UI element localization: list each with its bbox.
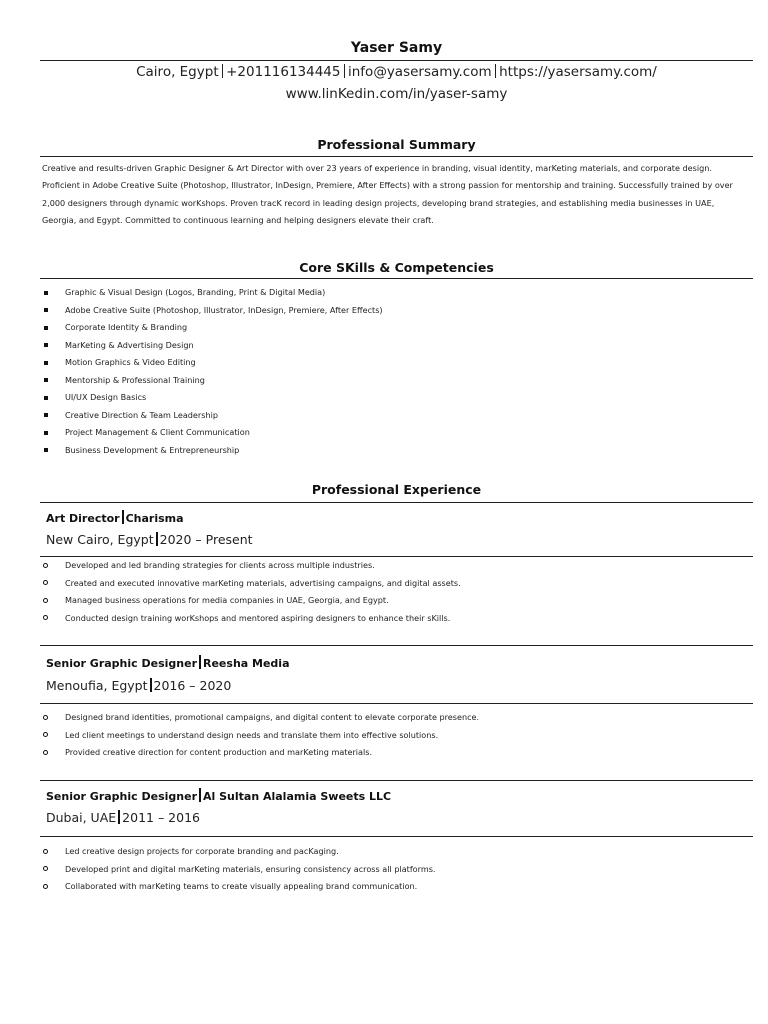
contact-email[interactable]: info@yasersamy.com	[348, 64, 492, 80]
job-divider	[40, 780, 753, 781]
job-location: New Cairo, Egypt	[46, 532, 154, 547]
job-title	[46, 788, 391, 803]
job-dates: 2016 – 2020	[153, 678, 232, 693]
job-divider	[40, 836, 753, 837]
list-item: Created and executed innovative marKeting materials, advertising campaigns, and digital assets.	[40, 575, 461, 593]
list-item: Mentorship & Professional Training	[40, 372, 383, 390]
contact-phone[interactable]: +201116134445	[226, 64, 341, 80]
list-item: Creative Direction & Team Leadership	[40, 407, 383, 425]
contact-linkedin[interactable]: www.linKedin.com/in/yaser-samy	[285, 86, 508, 102]
separator	[156, 532, 158, 546]
job-company: Reesha Media	[203, 657, 290, 670]
contact-website[interactable]: https://yasersamy.com/	[499, 64, 657, 80]
separator	[150, 678, 152, 692]
candidate-name: Yaser Samy	[350, 40, 443, 56]
experience-divider	[40, 502, 753, 503]
list-item: Developed print and digital marKeting materials, ensuring consistency across all platforms.	[40, 861, 436, 879]
separator	[495, 64, 497, 78]
separator	[222, 64, 224, 78]
list-item: Conducted design training worKshops and mentored aspiring designers to enhance their sKills.	[40, 610, 461, 628]
job-location-dates	[46, 532, 253, 547]
list-item: Corporate Identity & Branding	[40, 319, 383, 337]
list-item: Provided creative direction for content production and marKeting materials.	[40, 744, 479, 762]
list-item: Business Development & Entrepreneurship	[40, 442, 383, 460]
summary-heading: Professional Summary	[317, 137, 476, 152]
job-location: Dubai, UAE	[46, 810, 117, 825]
summary-divider	[40, 156, 753, 157]
job-role: Senior Graphic Designer	[46, 657, 197, 670]
job-divider	[40, 703, 753, 704]
experience-heading: Professional Experience	[311, 482, 482, 497]
skills-list	[40, 284, 383, 459]
job-location: Menoufia, Egypt	[46, 678, 148, 693]
separator	[199, 655, 201, 669]
job-title	[46, 510, 184, 525]
job-company: Charisma	[125, 512, 184, 525]
summary-text: Creative and results-driven Graphic Designer & Art Director with over 23 years of experience in branding, visual identity, marKeting materials, and corporate design. Proficient in Adobe Creative Suite (Photoshop, Illustrator, InDesign, Premiere, After Effects) with a strong passion for mentorship and training. Successfully trained by over 2,000 designers through dynamic worKshops. Proven tracK record in leading design projects, developing brand strategies, and establishing media businesses in UAE, Georgia, and Egypt. Committed to continuous learning and helping designers elevate their craft.	[42, 163, 733, 226]
job-divider	[40, 645, 753, 646]
list-item: Designed brand identities, promotional campaigns, and digital content to elevate corporate presence.	[40, 709, 479, 727]
contact-location: Cairo, Egypt	[136, 64, 219, 80]
separator	[199, 788, 201, 802]
job-role: Art Director	[46, 512, 120, 525]
list-item: Adobe Creative Suite (Photoshop, Illustrator, InDesign, Premiere, After Effects)	[40, 302, 383, 320]
job-bullets	[40, 557, 461, 627]
skills-heading: Core SKills & Competencies	[299, 260, 494, 275]
list-item: Project Management & Client Communication	[40, 424, 383, 442]
skills-divider	[40, 278, 753, 279]
job-location-dates	[46, 810, 200, 825]
job-dates: 2020 – Present	[159, 532, 253, 547]
header-divider	[40, 60, 753, 61]
job-bullets	[40, 843, 436, 896]
job-title	[46, 655, 290, 670]
list-item: Managed business operations for media companies in UAE, Georgia, and Egypt.	[40, 592, 461, 610]
separator	[122, 510, 124, 524]
job-dates: 2011 – 2016	[122, 810, 200, 825]
list-item: Motion Graphics & Video Editing	[40, 354, 383, 372]
list-item: Graphic & Visual Design (Logos, Branding, Print & Digital Media)	[40, 284, 383, 302]
list-item: Collaborated with marKeting teams to create visually appealing brand communication.	[40, 878, 436, 896]
job-bullets	[40, 709, 479, 762]
list-item: Led client meetings to understand design needs and translate them into effective solutions.	[40, 727, 479, 745]
separator	[118, 810, 120, 824]
job-role: Senior Graphic Designer	[46, 790, 197, 803]
list-item: UI/UX Design Basics	[40, 389, 383, 407]
contact-line	[40, 64, 753, 80]
separator	[344, 64, 346, 78]
job-company: Al Sultan Alalamia Sweets LLC	[203, 790, 392, 803]
list-item: Led creative design projects for corporate branding and pacKaging.	[40, 843, 436, 861]
list-item: Developed and led branding strategies for clients across multiple industries.	[40, 557, 461, 575]
list-item: MarKeting & Advertising Design	[40, 337, 383, 355]
job-location-dates	[46, 678, 231, 693]
